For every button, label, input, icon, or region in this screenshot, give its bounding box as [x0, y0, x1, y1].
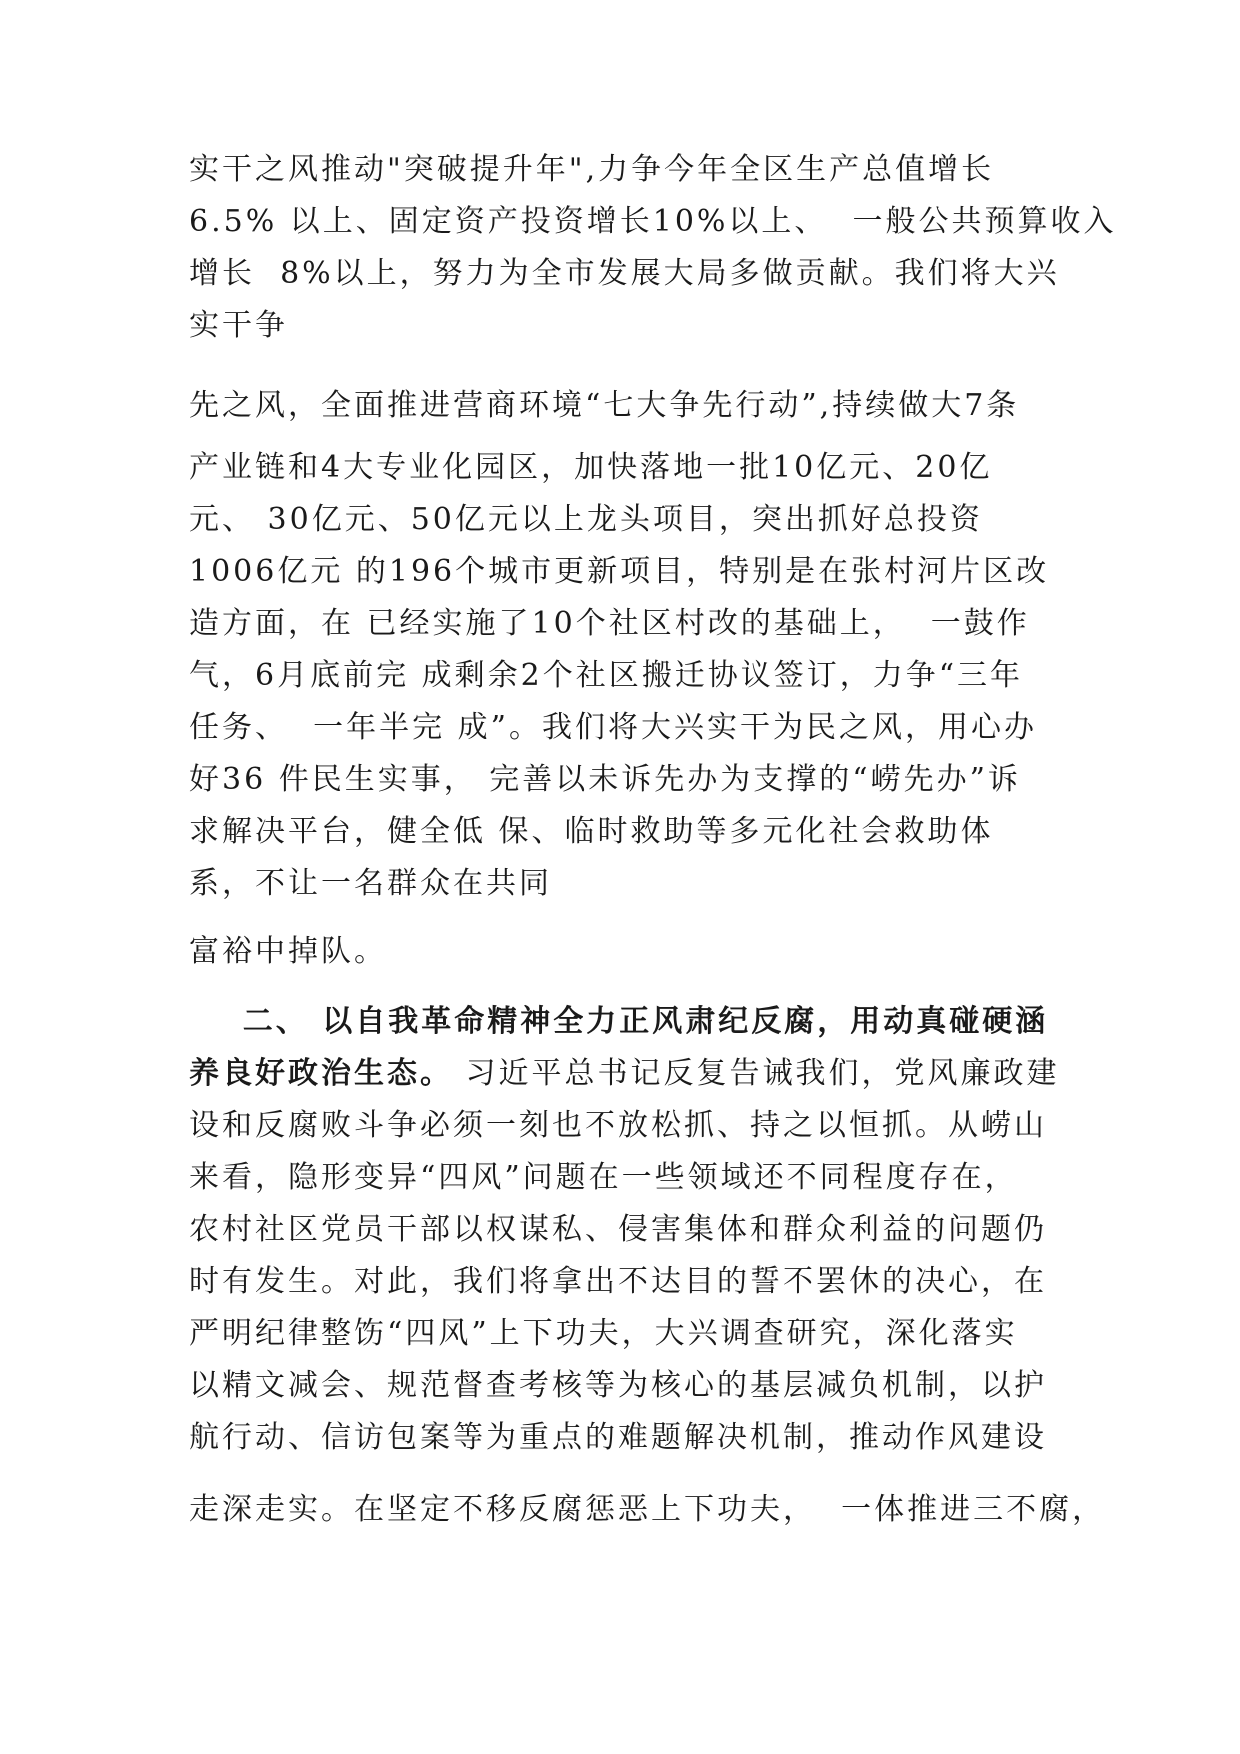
text-line: 元、 30亿元、50亿元以上龙头项目，突出抓好总投资 [189, 502, 983, 537]
text-line: 先之风，全面推进营商环境“七大争先行动”,持续做大7条 [189, 388, 1020, 423]
text-line: 求解决平台，健全低 保、临时救助等多元化社会救助体 [189, 814, 994, 849]
text-line: 系，不让一名群众在共同 [189, 866, 552, 901]
text-line: 任务、 一年半完 成”。我们将大兴实干为民之风，用心办 [189, 710, 1037, 745]
text-line: 增长 8%以上，努力为全市发展大局多做贡献。我们将大兴 [189, 256, 1060, 291]
text-line: 6.5% 以上、固定资产投资增长10%以上、 一般公共预算收入 [189, 204, 1117, 239]
section-heading-bold: 养良好政治生态。 [189, 1056, 453, 1091]
text-line: 实干之风推动"突破提升年",力争今年全区生产总值增长 [189, 152, 995, 187]
text-line: 气，6月底前完 成剩余2个社区搬迁协议签订，力争“三年 [189, 658, 1024, 693]
text-line: 时有发生。对此，我们将拿出不达目的誓不罢休的决心，在 [189, 1264, 1047, 1299]
text-line: 严明纪律整饬“四风”上下功夫，大兴调查研究，深化落实 [189, 1316, 1018, 1351]
section-text: 习近平总书记反复告诫我们，党风廉政建 [453, 1056, 1060, 1091]
text-line: 航行动、信访包案等为重点的难题解决机制，推动作风建设 [189, 1420, 1047, 1455]
section-heading: 二、 以自我革命精神全力正风肃纪反腐，用动真碰硬涵 [189, 1004, 1049, 1039]
text-line: 来看，隐形变异“四风”问题在一些领域还不同程度存在， [189, 1160, 1018, 1195]
text-line: 1006亿元 的196个城市更新项目，特别是在张村河片区改 [189, 554, 1050, 589]
text-line: 造方面，在 已经实施了10个社区村改的基础上， 一鼓作 [189, 606, 1030, 641]
text-line: 农村社区党员干部以权谋私、侵害集体和群众利益的问题仍 [189, 1212, 1047, 1247]
text-line: 实干争 [189, 308, 288, 343]
text-line: 以精文减会、规范督查考核等为核心的基层减负机制，以护 [189, 1368, 1047, 1403]
text-line: 走深走实。在坚定不移反腐惩恶上下功夫， 一体推进三不腐， [189, 1492, 1106, 1527]
text-line: 设和反腐败斗争必须一刻也不放松抓、持之以恒抓。从崂山 [189, 1108, 1047, 1143]
section-heading-line-2 [189, 1054, 1060, 1094]
text-line: 好36 件民生实事， 完善以未诉先办为支撑的“崂先办”诉 [189, 762, 1021, 797]
text-line: 产业链和4大专业化园区，加快落地一批10亿元、20亿 [189, 450, 993, 485]
text-line: 富裕中掉队。 [189, 934, 387, 969]
